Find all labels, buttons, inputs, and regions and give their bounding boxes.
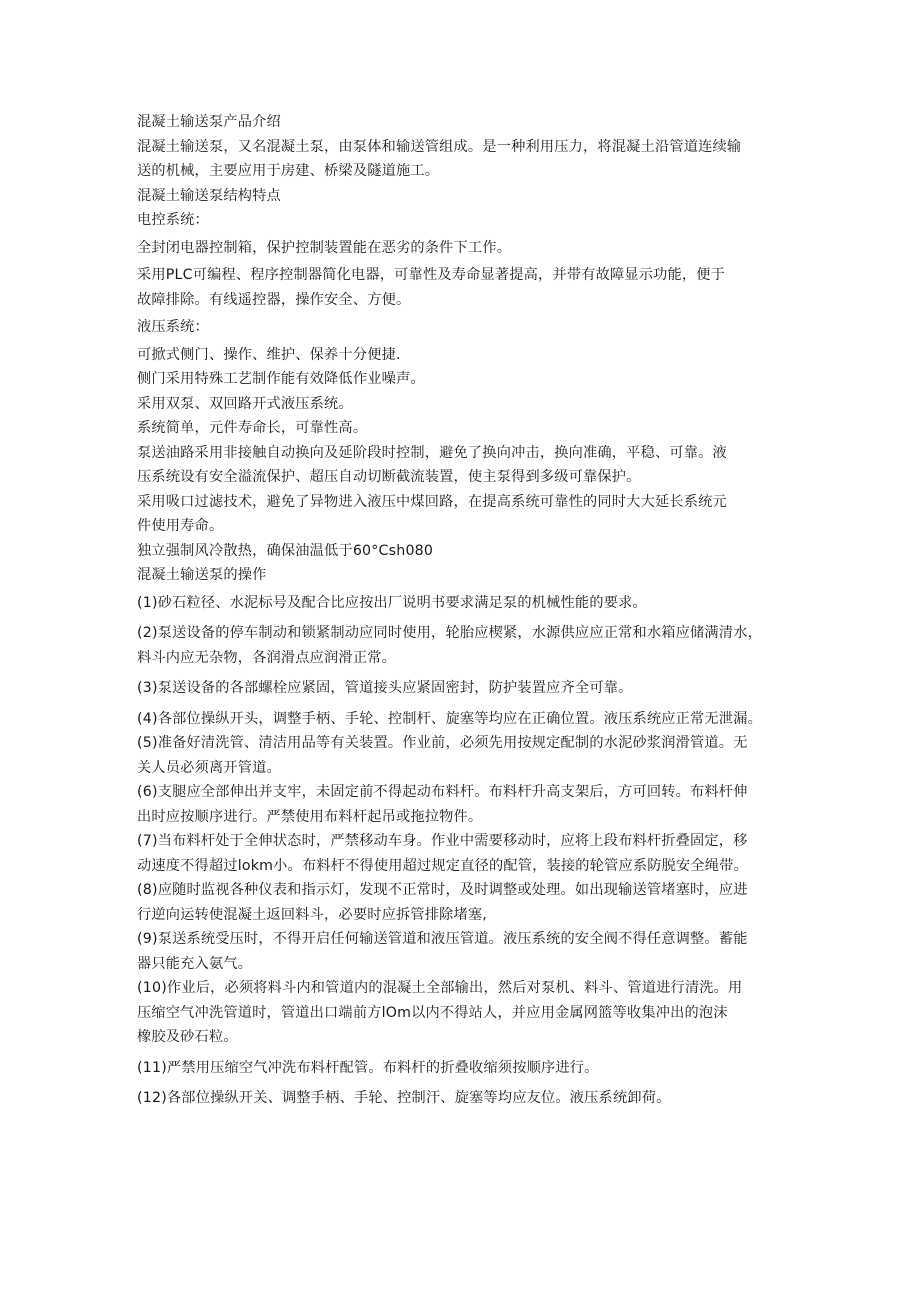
hydraulic-label: 液压系统： xyxy=(137,319,209,335)
electrical-line: 故障排除。有线遥控器，操作安全、方便。 xyxy=(137,291,411,308)
operation-line: (7)当布料杆处于全伸状态时，严禁移动车身。作业中需要移动时，应将上段布料杆折叠固定，移 xyxy=(137,833,748,849)
operation-line: (10)作业后，必须将料斗内和管道内的混凝土全部输出，然后对泵机、料斗、管道进行清洗。用 xyxy=(137,980,743,996)
operation-line: (4)各部位操纵开头，调整手柄、手轮、控制杆、旋塞等均应在正确位置。液压系统应正常无泄漏。 xyxy=(137,710,762,727)
operation-line: (3)泵送设备的各部螺栓应紧固，管道接头应紧固密封，防护装置应齐全可靠。 xyxy=(137,680,633,696)
operation-line: 料斗内应无杂物，各润滑点应润滑正常。 xyxy=(137,649,396,666)
document-body xyxy=(137,110,793,1111)
electrical-line: 采用PLC可编程、程序控制器简化电器，可靠性及寿命显著提高，并带有故障显示功能，便于 xyxy=(137,267,726,283)
operation-line: (9)泵送系统受压时，不得开启任何输送管道和液压管道。液压系统的安全阀不得任意调整。蓄能 xyxy=(137,931,748,947)
hydraulic-line: 系统简单，元件寿命长，可靠性高。 xyxy=(137,420,368,436)
operation-line: 器只能充入氨气。 xyxy=(137,955,253,972)
electrical-label: 电控系统： xyxy=(137,212,209,228)
hydraulic-line: 可掀式侧门、操作、维护、保养十分便捷. xyxy=(137,346,401,363)
heading-structure: 混凝土输送泵结构特点 xyxy=(137,187,281,204)
hydraulic-line: 件使用寿命。 xyxy=(137,518,224,534)
operation-line: 橡胶及砂石粒。 xyxy=(137,1029,238,1045)
intro-line: 送的机械，主要应用于房建、桥梁及隧道施工。 xyxy=(137,163,440,179)
operation-line: 出时应按顺序进行。严禁使用布料杆起吊或拖拉物件。 xyxy=(137,808,483,825)
hydraulic-line: 采用双泵、双回路开式液压系统。 xyxy=(137,395,353,412)
hydraulic-line: 压系统设有安全溢流保护、超压自动切断截流装置，使主泵得到多级可靠保护。 xyxy=(137,469,641,485)
heading-operation: 混凝土输送泵的操作 xyxy=(137,567,267,583)
operation-line: (1)砂石粒径、水泥标号及配合比应按出厂说明书要求满足泵的机械性能的要求。 xyxy=(137,594,647,611)
operation-line: (5)准备好清洗管、清洁用品等有关装置。作业前，必须先用按规定配制的水泥砂浆润滑管道。无 xyxy=(137,735,748,751)
hydraulic-line: 侧门采用特殊工艺制作能有效降低作业噪声。 xyxy=(137,371,425,387)
operation-line: (2)泵送设备的停车制动和锁紧制动应同时使用，轮胎应楔紧，水源供应应正常和水箱应储满清水， xyxy=(137,625,762,641)
operation-line: 行逆向运转使混凝土返回料斗，必要时应拆管排除堵塞, xyxy=(137,906,488,923)
operation-line: (11)严禁用压缩空气冲洗布料杆配管。布料杆的折叠收缩须按顺序进行。 xyxy=(137,1059,599,1076)
intro-line: 混凝土输送泵，又名混凝土泵，由泵体和输送管组成。是一种利用压力，将混凝土沿管道连续输 xyxy=(137,138,742,155)
operation-line: 动速度不得超过lokm小。布料杆不得使用超过规定直径的配管，装接的轮管应系防脱安全绳带。 xyxy=(137,857,748,874)
operation-line: (6)支腿应全部伸出并支牢，未固定前不得起动布料杆。布料杆升高支架后，方可回转。布料杆伸 xyxy=(137,784,748,800)
hydraulic-line: 采用吸口过滤技术，避免了异物进入液压中煤回路，在提高系统可靠性的同时大大延长系统元 xyxy=(137,493,727,510)
hydraulic-line: 独立强制风冷散热，确保油温低于60°Csh080 xyxy=(137,542,434,559)
operation-line: 压缩空气冲洗管道时，管道出口端前方lOm以内不得站人，并应用金属网篮等收集冲出的泡沫 xyxy=(137,1004,728,1021)
operation-line: (8)应随时监视各种仪表和指示灯，发现不正常时，及时调整或处理。如出现输送管堵塞时，应进 xyxy=(137,882,748,898)
heading-product-intro: 混凝土输送泵产品介绍 xyxy=(137,114,281,130)
operation-line: (12)各部位操纵开关、调整手柄、手轮、控制汗、旋塞等均应友位。液压系统卸荷。 xyxy=(137,1090,671,1106)
hydraulic-line: 泵送油路采用非接触自动换向及延阶段时控制，避免了换向冲击，换向准确，平稳、可靠。液 xyxy=(137,444,727,461)
operation-line: 关人员必须离开管道。 xyxy=(137,759,281,776)
electrical-line: 全封闭电器控制箱，保护控制装置能在恶劣的条件下工作。 xyxy=(137,239,512,256)
